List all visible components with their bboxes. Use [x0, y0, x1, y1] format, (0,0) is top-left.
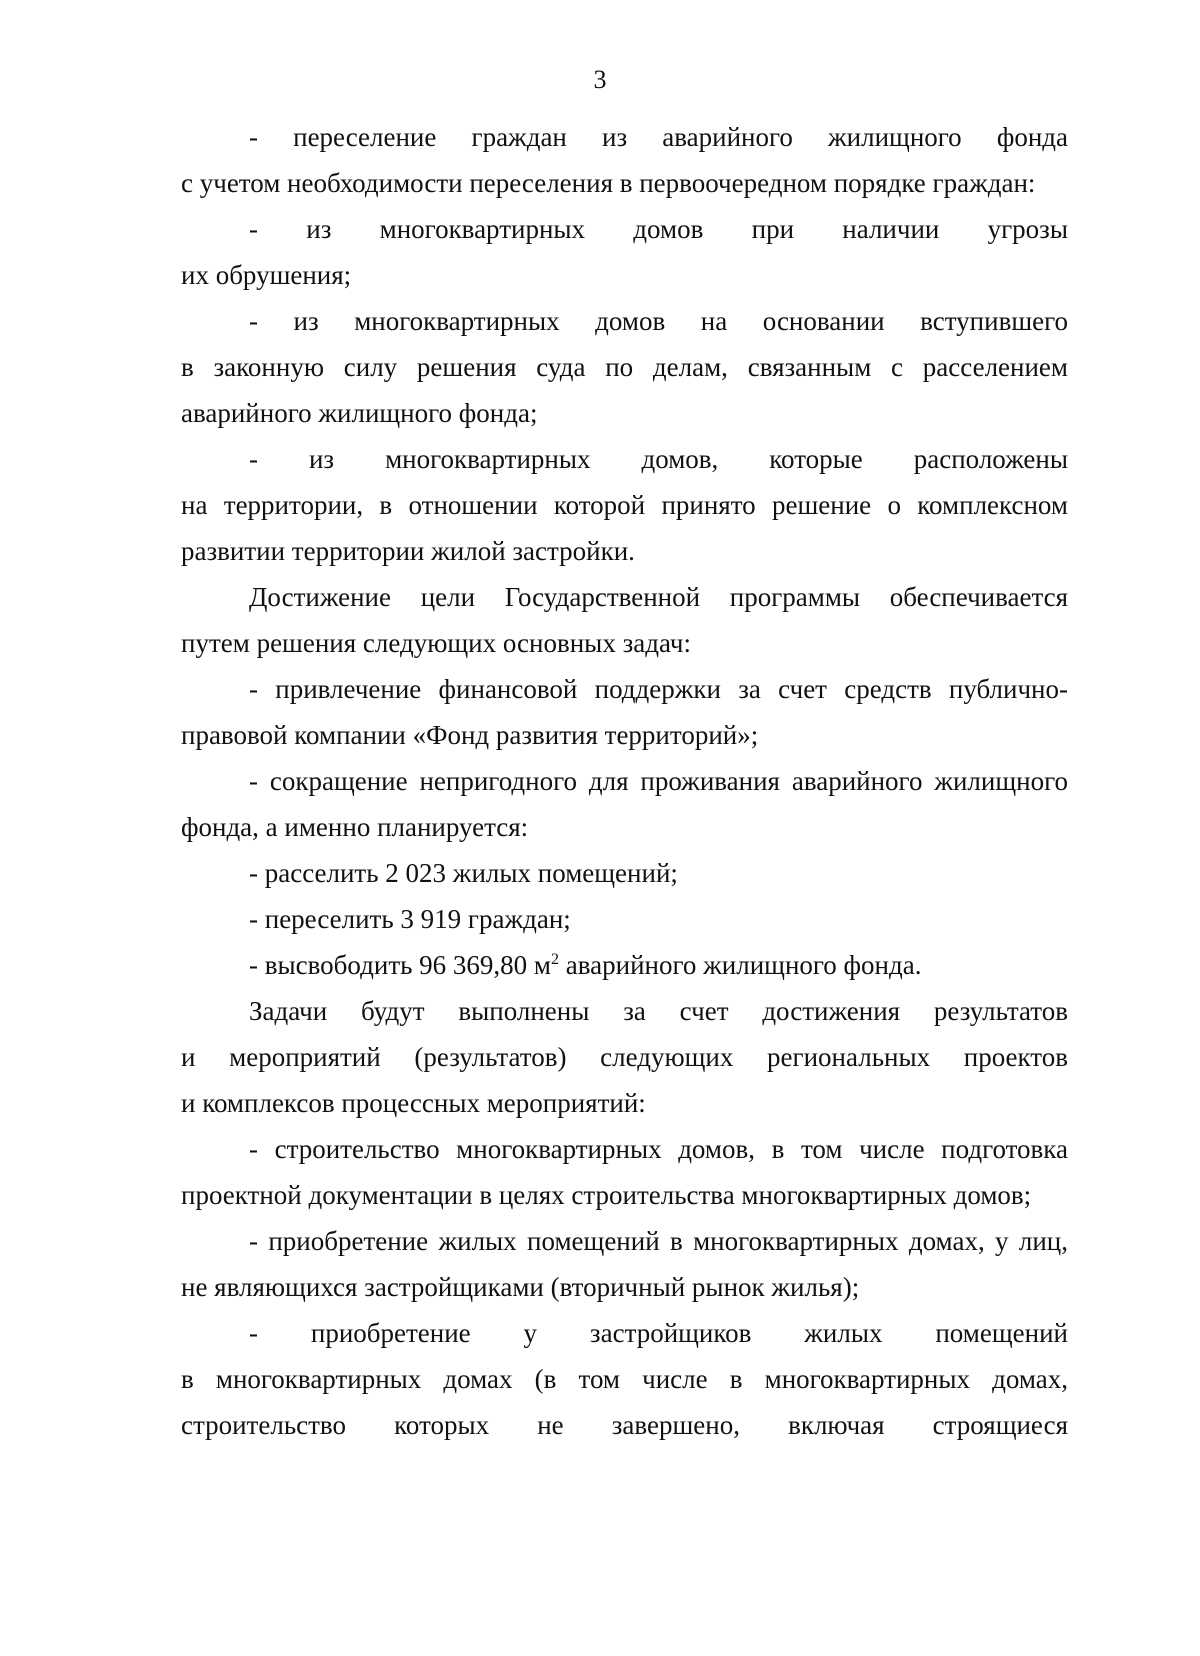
text-line: - расселить 2 023 жилых помещений; — [249, 858, 678, 888]
text-line: в законную силу решения суда по делам, связанным с расселением — [181, 352, 1068, 382]
text-line: Достижение цели Государственной программы обеспечивается — [249, 582, 1068, 612]
text-line: - из многоквартирных домов при наличии угрозы — [249, 214, 1068, 244]
text-line: - из многоквартирных домов, которые расположены — [249, 444, 1068, 474]
text-segment: аварийного жилищного фонда. — [559, 950, 922, 980]
text-line: проектной документации в целях строительства многоквартирных домов; — [181, 1180, 1032, 1210]
text-line: - переселить 3 919 граждан; — [249, 904, 571, 934]
text-segment: - высвободить 96 369,80 м — [249, 950, 552, 980]
text-line: развитии территории жилой застройки. — [181, 536, 635, 566]
text-line — [249, 948, 921, 982]
text-line: аварийного жилищного фонда; — [181, 398, 538, 428]
text-line: Задачи будут выполнены за счет достижения результатов — [249, 996, 1068, 1026]
text-line: фонда, а именно планируется: — [181, 812, 529, 842]
text-line: - привлечение финансовой поддержки за счет средств публично- — [249, 674, 1068, 704]
text-line: с учетом необходимости переселения в первоочередном порядке граждан: — [181, 168, 1036, 198]
text-line: правовой компании «Фонд развития территорий»; — [181, 720, 759, 750]
text-line: в многоквартирных домах (в том числе в многоквартирных домах, — [181, 1364, 1068, 1394]
text-line: - из многоквартирных домов на основании вступившего — [249, 306, 1068, 336]
text-line: - переселение граждан из аварийного жилищного фонда — [249, 122, 1068, 152]
text-line: - строительство многоквартирных домов, в том числе подготовка — [249, 1134, 1068, 1164]
text-line: - приобретение жилых помещений в многоквартирных домах, у лиц, — [249, 1226, 1068, 1256]
text-line: и мероприятий (результатов) следующих региональных проектов — [181, 1042, 1068, 1072]
text-line: путем решения следующих основных задач: — [181, 628, 691, 658]
text-line: на территории, в отношении которой принято решение о комплексном — [181, 490, 1068, 520]
page-number: 3 — [593, 65, 607, 94]
text-line: - приобретение у застройщиков жилых помещений — [249, 1318, 1068, 1348]
text-line: их обрушения; — [181, 260, 352, 290]
text-line: не являющихся застройщиками (вторичный рынок жилья); — [181, 1272, 860, 1302]
text-line: - сокращение непригодного для проживания аварийного жилищного — [249, 766, 1068, 796]
text-line: и комплексов процессных мероприятий: — [181, 1088, 646, 1118]
text-line: строительство которых не завершено, включая строящиеся — [181, 1410, 1068, 1440]
superscript: 2 — [551, 951, 560, 968]
